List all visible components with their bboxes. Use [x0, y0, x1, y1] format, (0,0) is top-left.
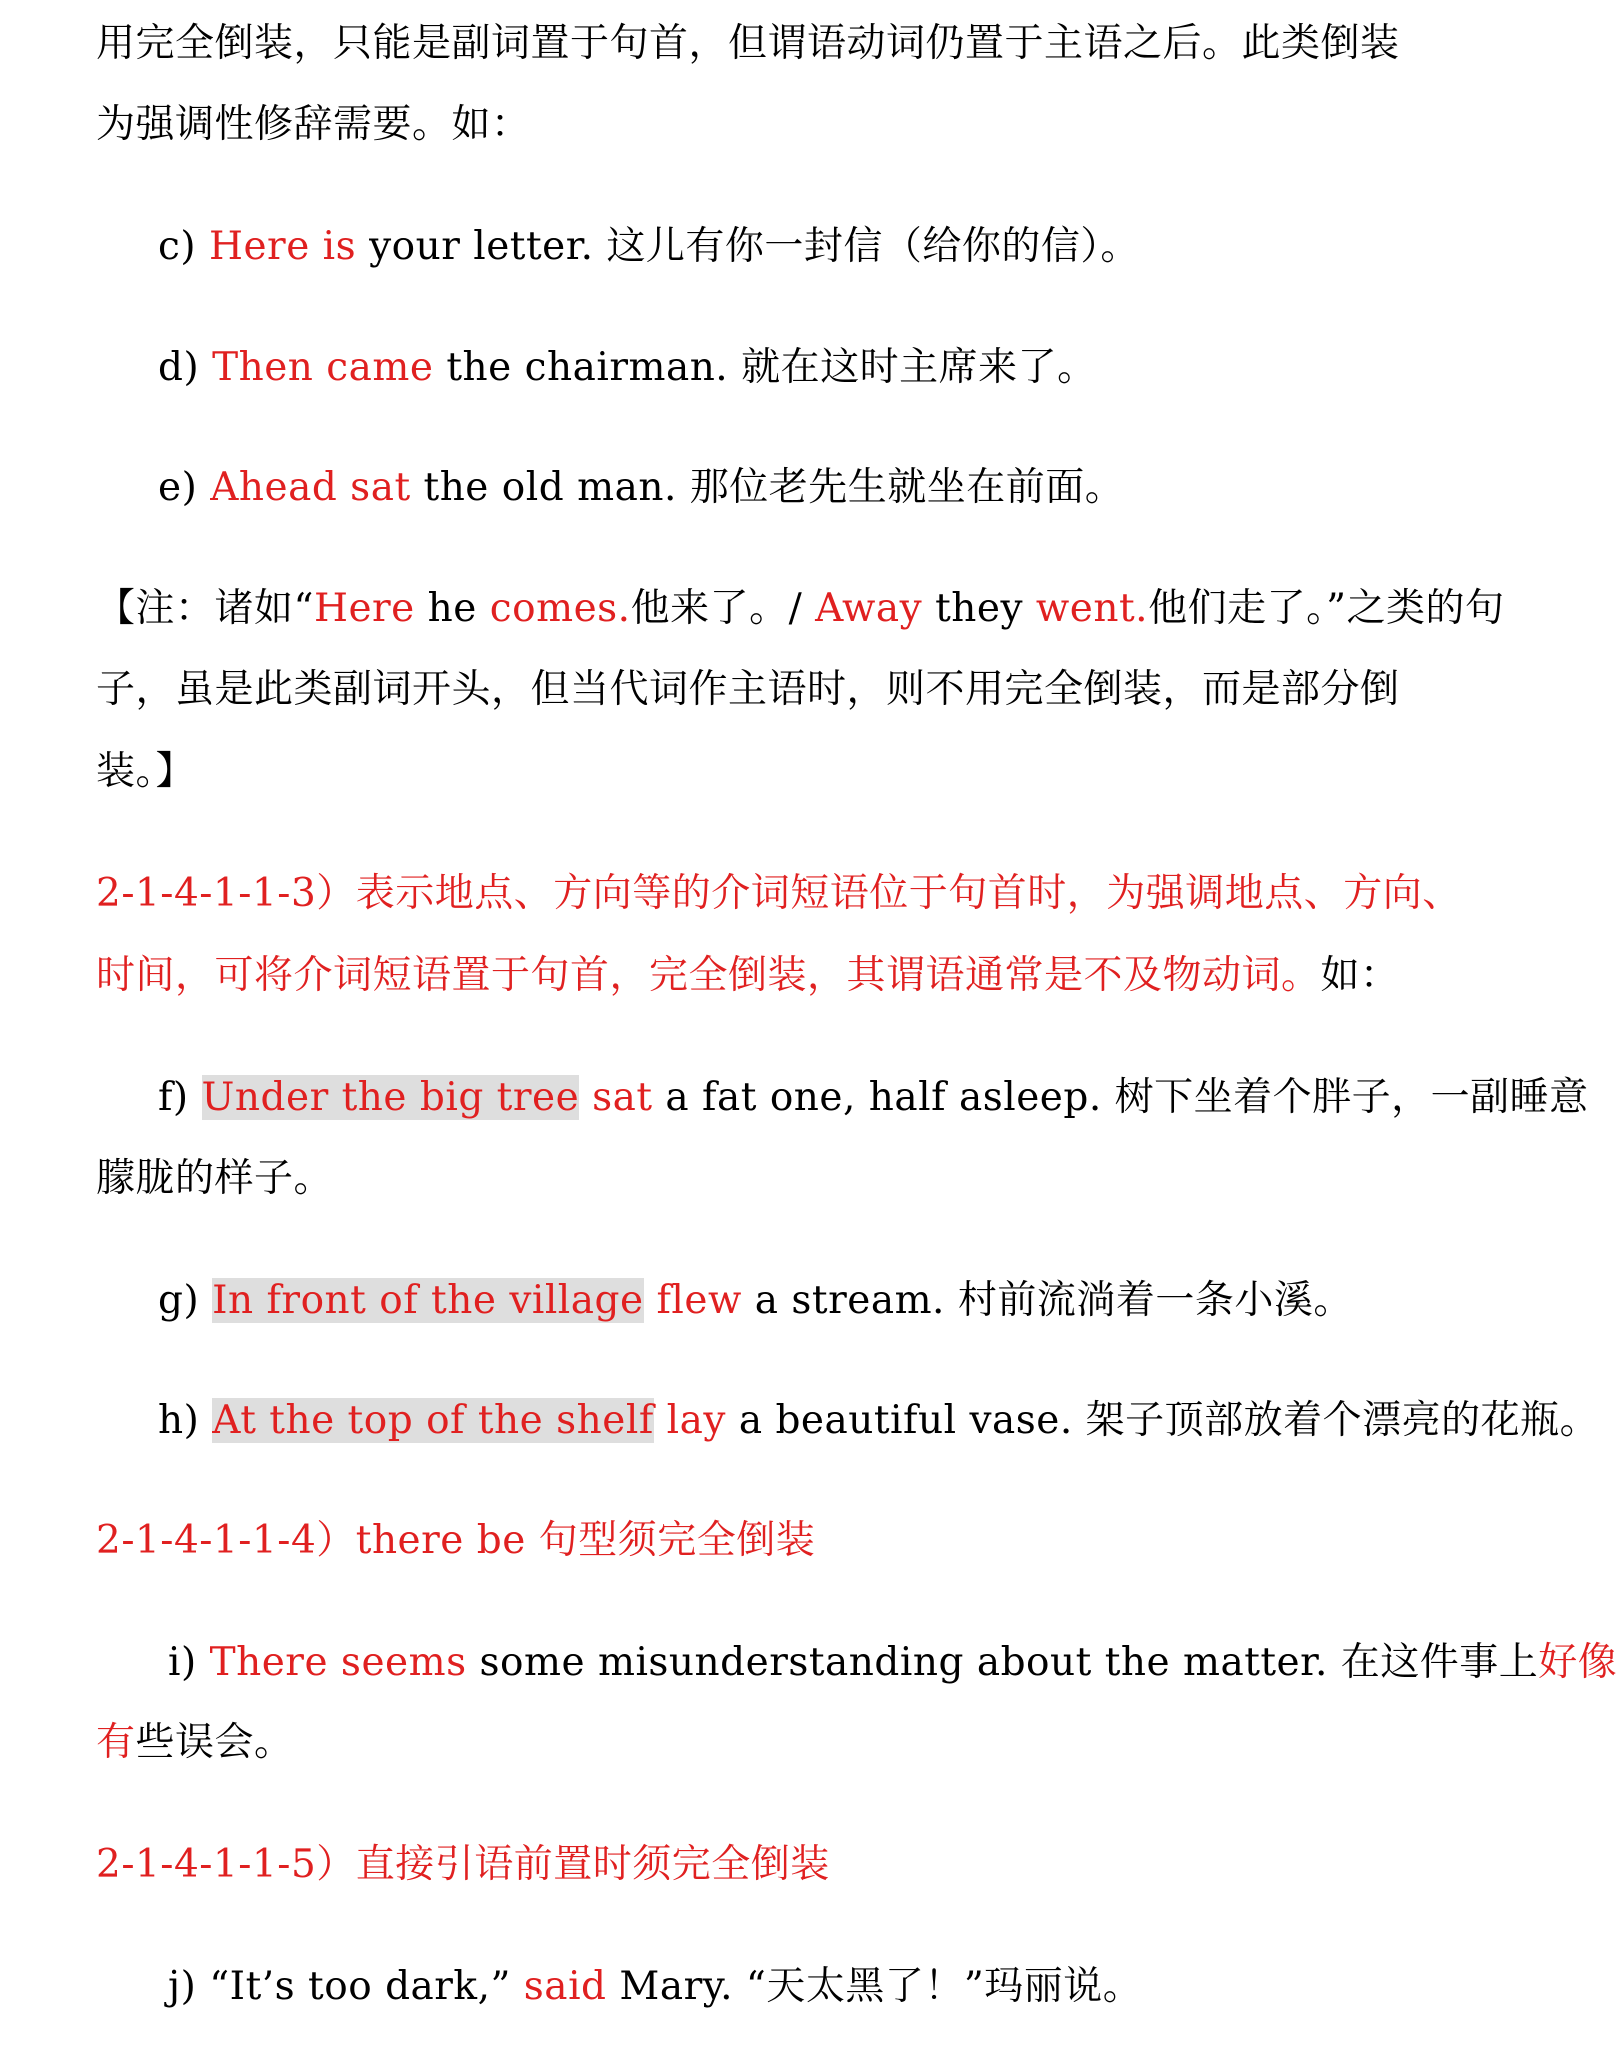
note-text: they [922, 586, 1036, 631]
highlighted-phrase: Under the big tree [201, 1075, 580, 1120]
example-rest: your letter. 这儿有你一封信（给你的信）。 [356, 224, 1140, 269]
intro-line-1: 用完全倒装，只能是副词置于句首，但谓语动词仍置于主语之后。此类倒装 [96, 21, 1400, 66]
example-f-line-2: 朦胧的样子。 [96, 1156, 334, 1201]
inverted-phrase: Here is [208, 224, 357, 269]
example-label: e) [158, 465, 211, 510]
example-rest: a beautiful vase. 架子顶部放着个漂亮的花瓶。 [725, 1398, 1600, 1443]
note-red-word: Away [815, 586, 923, 631]
inverted-verb: sat [579, 1075, 653, 1120]
example-rest: a stream. 村前流淌着一条小溪。 [741, 1278, 1353, 1323]
inverted-verb: said [523, 1964, 607, 2009]
example-label: g) [158, 1278, 213, 1323]
red-emphasis: 好像 [1538, 1640, 1617, 1685]
section-heading-3-line-2 [96, 950, 1400, 1002]
example-rest: 些误会。 [135, 1720, 294, 1765]
note-line-1 [96, 583, 1505, 635]
example-c [158, 221, 1140, 273]
note-text: he [414, 586, 490, 631]
example-label: d) [158, 345, 213, 390]
example-rest: Mary. “天太黑了！”玛丽说。 [606, 1964, 1143, 2009]
example-i-line-2 [96, 1717, 294, 1769]
example-rest: some misunderstanding about the matter. 在这件事上 [466, 1640, 1539, 1685]
section-heading-5: 2-1-4-1-1-5）直接引语前置时须完全倒装 [96, 1842, 830, 1887]
inverted-phrase: Ahead sat [210, 465, 411, 510]
note-red-word: comes. [489, 586, 631, 631]
highlighted-phrase: At the top of the shelf [212, 1398, 654, 1443]
example-g [158, 1275, 1353, 1327]
example-d [158, 342, 1097, 394]
example-i [168, 1637, 1617, 1689]
note-line-3: 装。】 [96, 749, 196, 794]
quoted-speech: “It’s too dark,” [209, 1964, 524, 2009]
heading-red-text: 时间，可将介词短语置于句首，完全倒装，其谓语通常是不及物动词。 [96, 953, 1321, 998]
heading-black-text: 如： [1320, 953, 1400, 998]
example-label: i) [168, 1640, 210, 1685]
note-line-2: 子，虽是此类副词开头，但当代词作主语时，则不用完全倒装，而是部分倒 [96, 667, 1400, 712]
note-text: 【注：诸如“ [96, 586, 314, 631]
section-heading-3-line-1: 2-1-4-1-1-3）表示地点、方向等的介词短语位于句首时，为强调地点、方向、 [96, 871, 1462, 916]
note-red-word: Here [313, 586, 415, 631]
highlighted-phrase: In front of the village [212, 1278, 644, 1323]
note-text: 他来了。/ [630, 586, 816, 631]
example-label: c) [158, 224, 209, 269]
note-text: 他们走了。”之类的句 [1148, 586, 1505, 631]
section-heading-4: 2-1-4-1-1-4）there be 句型须完全倒装 [96, 1518, 816, 1563]
note-red-word: went. [1035, 586, 1149, 631]
intro-line-2: 为强调性修辞需要。如： [96, 102, 531, 147]
inverted-verb: lay [653, 1398, 726, 1443]
inverted-phrase: Then came [212, 345, 434, 390]
inverted-verb: flew [643, 1278, 742, 1323]
example-rest: the chairman. 就在这时主席来了。 [433, 345, 1097, 390]
example-j [168, 1961, 1142, 2013]
example-rest: the old man. 那位老先生就坐在前面。 [410, 465, 1125, 510]
example-f [158, 1072, 1589, 1124]
example-label: j) [168, 1964, 210, 2009]
example-h [158, 1395, 1599, 1447]
example-label: h) [158, 1398, 213, 1443]
example-label: f) [158, 1075, 202, 1120]
example-e [158, 462, 1124, 514]
inverted-phrase: There seems [209, 1640, 467, 1685]
example-rest: a fat one, half asleep. 树下坐着个胖子，一副睡意 [652, 1075, 1589, 1120]
red-emphasis: 有 [96, 1720, 136, 1765]
